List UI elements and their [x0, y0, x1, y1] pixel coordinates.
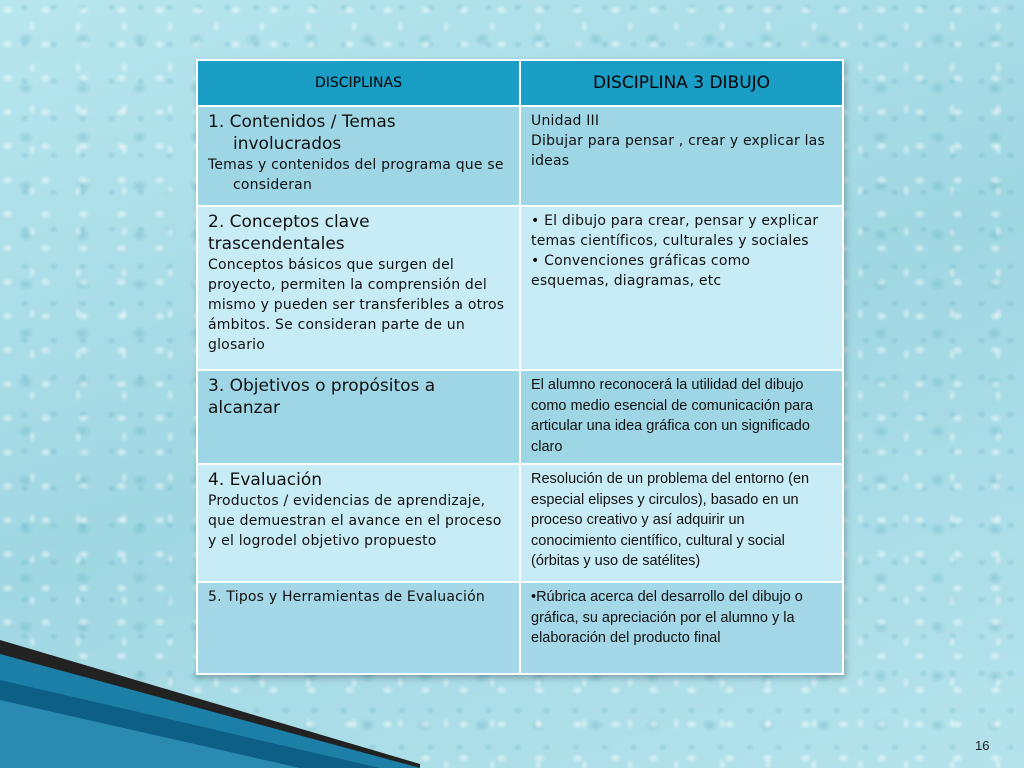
bullet-item: • Convenciones gráficas como esquemas, diagramas, etc [531, 253, 751, 289]
row-content-cell [520, 206, 843, 370]
row-content-text: Resolución de un problema del entorno (en especial elipses y circulos), basado en un proceso creativo y así adquirir un conocimiento científico, cultural y social (órbitas y uso de satélites) [531, 471, 810, 569]
table-row [197, 582, 843, 674]
row-content-line: Unidad III [531, 113, 600, 129]
row-title: 5. Tipos y Herramientas de Evaluación [208, 589, 485, 605]
row-content-cell [520, 106, 843, 206]
table-row [197, 206, 843, 370]
row-title: 1. Contenidos / Temas involucrados [208, 112, 396, 154]
row-content-cell [520, 370, 843, 464]
row-description: Productos / evidencias de aprendizaje, que demuestran el avance en el proceso y el logrodel objetivo propuesto [208, 493, 502, 549]
row-label-cell [197, 370, 520, 464]
row-content-cell [520, 464, 843, 582]
row-content-line: Dibujar para pensar , crear y explicar las ideas [531, 133, 825, 169]
page-number: 16 [975, 738, 990, 753]
table-row [197, 464, 843, 582]
row-content-cell [520, 582, 843, 674]
row-label-cell [197, 582, 520, 674]
row-content-text: •Rúbrica acerca del desarrollo del dibujo o gráfica, su apreciación por el alumno y la elaboración del producto final [531, 589, 803, 646]
row-label-cell [197, 464, 520, 582]
row-description: Conceptos básicos que surgen del proyecto, permiten la comprensión del mismo y pueden ser transferibles a otros ámbitos. Se consideran parte de un glosario [208, 257, 505, 353]
row-label-cell [197, 206, 520, 370]
bullet-item: • El dibujo para crear, pensar y explicar temas científicos, culturales y sociales [531, 213, 819, 249]
row-description: Temas y contenidos del programa que se consideran [208, 157, 504, 193]
header-disciplinas: DISCIPLINAS [197, 60, 520, 106]
row-title: 3. Objetivos o propósitos a alcanzar [208, 376, 436, 418]
table-header-row [197, 60, 843, 106]
row-title: 4. Evaluación [208, 470, 323, 490]
row-label-cell [197, 106, 520, 206]
row-content-text: El alumno reconocerá la utilidad del dibujo como medio esencial de comunicación para articular una idea gráfica con un significado claro [531, 377, 814, 455]
table-row [197, 106, 843, 206]
table-row [197, 370, 843, 464]
disciplines-table [196, 59, 844, 675]
row-title: 2. Conceptos clave trascendentales [208, 212, 370, 254]
header-discipline-title: DISCIPLINA 3 DIBUJO [520, 60, 843, 106]
